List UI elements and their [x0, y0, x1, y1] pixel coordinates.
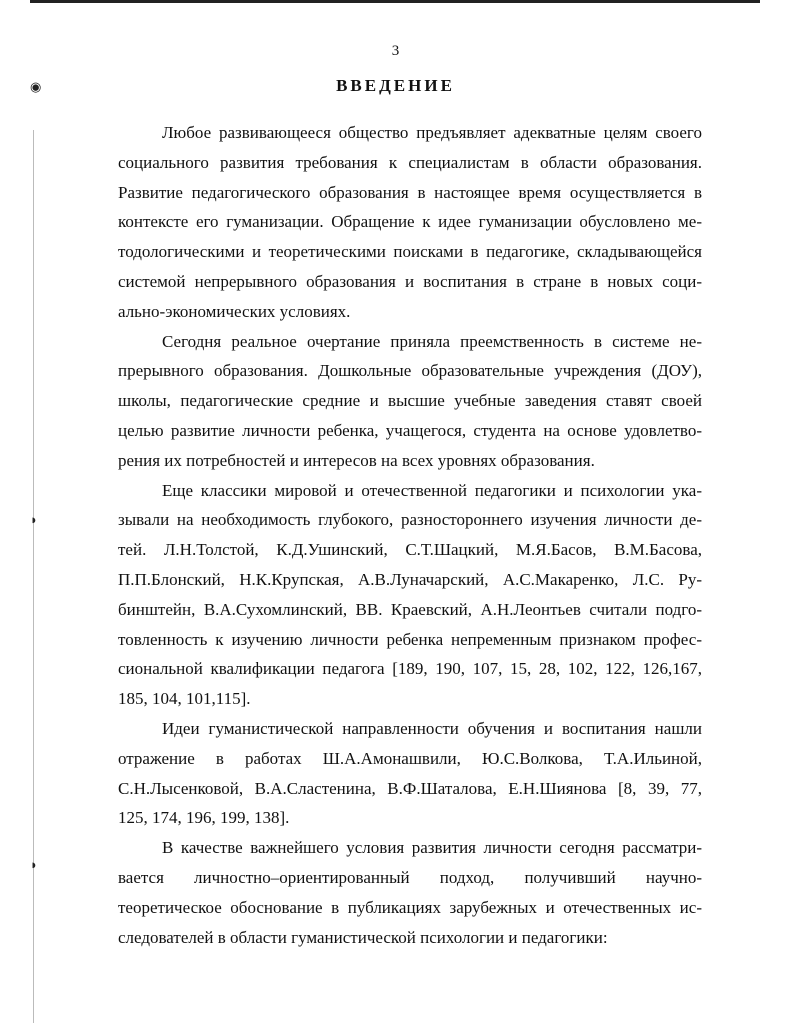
page-number: 3 — [391, 43, 400, 59]
text-line: П.П.Блонский, Н.К.Крупская, А.В.Луначарский, А.С.Макаренко, Л.С. Ру- — [118, 569, 702, 589]
paragraph — [118, 833, 702, 952]
text-line: системой непрерывного образования и воспитания в стране в новых соци- — [118, 271, 702, 291]
text-line: 185, 104, 101,115]. — [118, 689, 251, 709]
text-line: товленность к изучению личности ребенка непременным признаком профес- — [118, 629, 702, 649]
text-line: вается личностно–ориентированный подход, получивший научно- — [118, 867, 702, 887]
text-line: 125, 174, 196, 199, 138]. — [118, 808, 290, 828]
text-line: Развитие педагогического образования в настоящее время осуществляется в — [118, 182, 702, 202]
text-line: тодологическими и теоретическими поисками в педагогике, складывающейся — [118, 242, 702, 262]
text-line: теоретическое обоснование в публикациях зарубежных и отечественных ис- — [118, 897, 702, 917]
text-line: рения их потребностей и интересов на всех уровнях образования. — [118, 450, 595, 470]
text-line: следователей в области гуманистической психологии и педагогики: — [118, 927, 608, 947]
scan-margin-line — [33, 130, 34, 1023]
text-line: школы, педагогические средние и высшие учебные заведения ставят своей — [118, 391, 702, 411]
paragraph — [118, 476, 702, 714]
text-line: контексте его гуманизации. Обращение к идее гуманизации обусловлено ме- — [118, 212, 702, 232]
text-line: сиональной квалификации педагога [189, 190, 107, 15, 28, 102, 122, 126,167, — [118, 659, 702, 679]
document-body — [118, 118, 702, 952]
text-line: С.Н.Лысенковой, В.А.Сластенина, В.Ф.Шаталова, Е.Н.Шиянова [8, 39, 77, — [118, 778, 702, 798]
scan-top-border — [30, 0, 760, 3]
paragraph — [118, 327, 702, 476]
text-line: отражение в работах Ш.А.Амонашвили, Ю.С.Волкова, Т.А.Ильиной, — [118, 748, 702, 768]
paragraph — [118, 118, 702, 327]
text-line: социального развития требования к специалистам в области образования. — [118, 152, 702, 172]
text-line: зывали на необходимость глубокого, разностороннего изучения личности де- — [118, 510, 702, 530]
text-line: Еще классики мировой и отечественной педагогики и психологии ука- — [162, 480, 702, 500]
section-title: ВВЕДЕНИЕ — [336, 76, 455, 95]
text-line: бинштейн, В.А.Сухомлинский, ВВ. Краевский, А.Н.Леонтьев считали подго- — [118, 599, 702, 619]
text-line: Идеи гуманистической направленности обучения и воспитания нашли — [162, 718, 702, 738]
text-line: тей. Л.Н.Толстой, К.Д.Ушинский, С.Т.Шацкий, М.Я.Басов, В.М.Басова, — [118, 540, 702, 560]
binding-hole-mark-icon: ◉ — [30, 79, 42, 94]
paragraph — [118, 714, 702, 833]
binding-hole-mark-icon: ◗ — [30, 857, 38, 872]
text-line: ально-экономических условиях. — [118, 301, 351, 321]
text-line: целью развитие личности ребенка, учащегося, студента на основе удовлетво- — [118, 420, 702, 440]
text-line: В качестве важнейшего условия развития личности сегодня рассматри- — [162, 838, 702, 858]
binding-hole-mark-icon: ◗ — [30, 512, 38, 527]
text-line: прерывного образования. Дошкольные образовательные учреждения (ДОУ), — [118, 361, 702, 381]
text-line: Сегодня реальное очертание приняла преемственность в системе не- — [162, 331, 702, 351]
text-line: Любое развивающееся общество предъявляет адекватные целям своего — [162, 123, 702, 142]
